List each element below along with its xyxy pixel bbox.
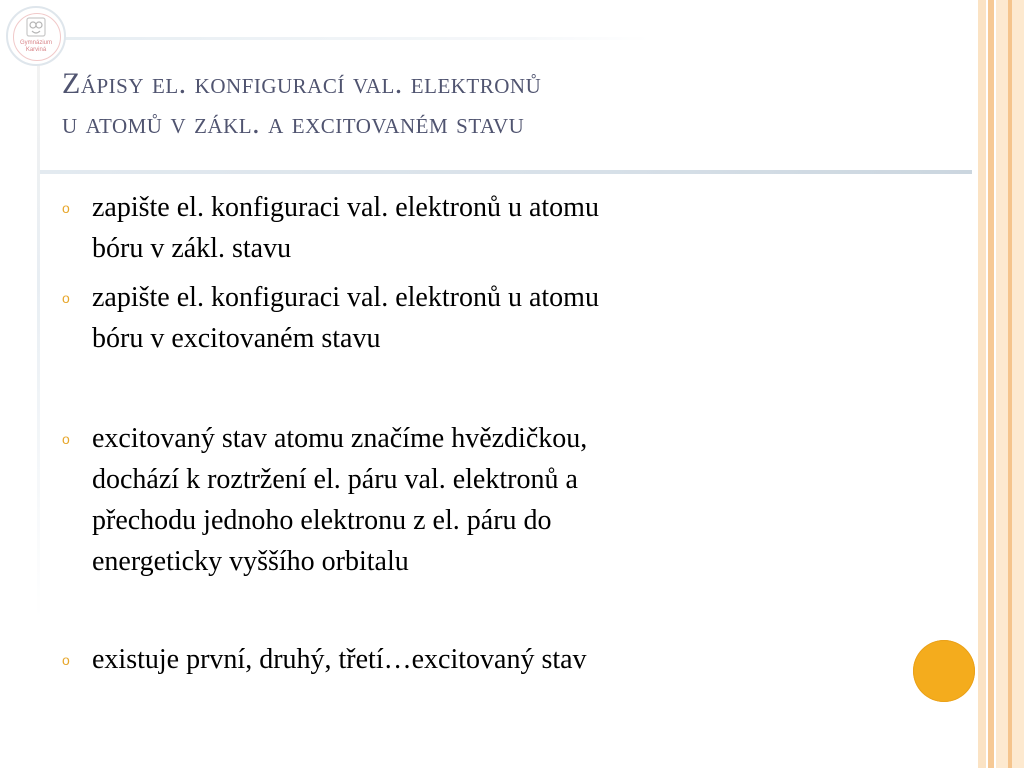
title-underline — [40, 170, 972, 174]
bullet-line: zapište el. konfiguraci val. elektronů u atomu — [92, 282, 599, 313]
bullet-marker-icon: o — [62, 431, 70, 447]
logo-text: Karviná — [25, 47, 47, 53]
decorative-stripe — [988, 0, 994, 768]
slide-title — [62, 64, 942, 144]
bullet-marker-icon: o — [62, 652, 70, 668]
title-line: u atomů v zákl. a excitovaném stavu — [62, 107, 525, 140]
list-item — [62, 418, 842, 582]
top-divider-line — [40, 37, 650, 40]
bullet-text — [92, 187, 842, 269]
decorative-stripe — [978, 0, 986, 768]
list-item — [62, 639, 842, 680]
bullet-text — [92, 418, 842, 582]
bullet-line: přechodu jednoho elektronu z el. páru do — [92, 505, 552, 536]
left-divider-line — [37, 60, 40, 620]
list-item — [62, 187, 842, 269]
bullet-text — [92, 277, 842, 359]
bullet-line: excitovaný stav atomu značíme hvězdičkou, — [92, 423, 588, 454]
bullet-text — [92, 639, 842, 680]
bullet-line: bóru v zákl. stavu — [92, 233, 292, 264]
bullet-line: energeticky vyššího orbitalu — [92, 546, 409, 577]
bullet-line: bóru v excitovaném stavu — [92, 323, 381, 354]
bullet-marker-icon: o — [62, 200, 70, 216]
decorative-orange-circle — [913, 640, 975, 702]
title-line: Zápisy el. konfigurací val. elektronů — [62, 67, 542, 100]
logo-text: Gymnázium — [19, 40, 52, 46]
bullet-marker-icon: o — [62, 290, 70, 306]
decorative-stripe — [1008, 0, 1012, 768]
bullet-line: zapište el. konfiguraci val. elektronů u atomu — [92, 192, 599, 223]
owl-icon — [24, 16, 48, 38]
bullet-line: dochází k roztržení el. páru val. elektronů a — [92, 464, 578, 495]
bullet-line: existuje první, druhý, třetí…excitovaný stav — [92, 644, 587, 675]
list-item — [62, 277, 842, 359]
school-logo — [6, 6, 66, 66]
